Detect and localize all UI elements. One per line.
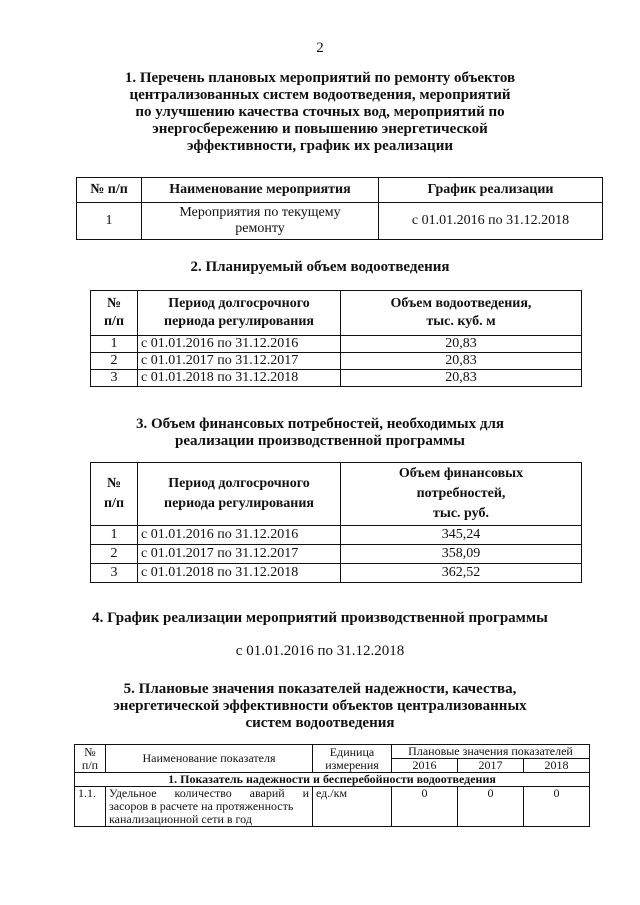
- row-num: 1: [77, 203, 142, 240]
- col-num-header: № п/п: [77, 178, 142, 203]
- table-row: 1.1. Удельное количество аварий и засоров в расчете на протяженность канализационной сети в год ед./км 0 0 0: [75, 787, 590, 827]
- activities-table: [76, 177, 603, 240]
- indicator-name: Удельное количество аварий и засоров в расчете на протяженность канализационной сети в год: [106, 787, 313, 827]
- section4-period: с 01.01.2016 по 31.12.2018: [235, 643, 405, 659]
- col-num-header: № п/п: [91, 291, 138, 336]
- col-finance-header: Объем финансовых потребностей, тыс. руб.: [341, 463, 582, 526]
- section4-title: 4. График реализации мероприятий производственной программы: [92, 610, 548, 626]
- section1-title: 1. Перечень плановых мероприятий по ремонту объектов централизованных систем водоотведения, мероприятий по улучшению качества сточных вод, мероприятий по энергосбережению и повышению энергетической эффективности, график их реализации: [124, 70, 516, 154]
- subsection-title: 1. Показатель надежности и бесперебойности водоотведения: [75, 773, 590, 787]
- col-year-2017: 2017: [458, 759, 524, 773]
- indicator-unit: ед./км: [313, 787, 392, 827]
- col-planned-header: Плановые значения показателей: [392, 745, 590, 759]
- table-row: 3 с 01.01.2018 по 31.12.2018 20,83: [91, 370, 582, 387]
- table-row: [77, 203, 603, 240]
- wastewater-volume-table: [90, 290, 582, 387]
- table-row: 1 с 01.01.2016 по 31.12.2016 345,24: [91, 526, 582, 545]
- table-row: 1 с 01.01.2016 по 31.12.2016 20,83: [91, 336, 582, 353]
- col-name-header: Наименование мероприятия: [142, 178, 379, 203]
- activity-schedule: с 01.01.2016 по 31.12.2018: [379, 203, 603, 240]
- table-row: 3 с 01.01.2018 по 31.12.2018 362,52: [91, 564, 582, 583]
- col-unit-header: Единица измерения: [313, 745, 392, 773]
- col-num-header: № п/п: [75, 745, 106, 773]
- page-number: 2: [316, 40, 324, 56]
- col-period-header: Период долгосрочного периода регулирования: [138, 463, 341, 526]
- col-schedule-header: График реализации: [379, 178, 603, 203]
- row-num: 1.1.: [75, 787, 106, 827]
- section2-title: 2. Планируемый объем водоотведения: [190, 259, 450, 275]
- table-row: 2 с 01.01.2017 по 31.12.2017 20,83: [91, 353, 582, 370]
- col-year-2018: 2018: [524, 759, 590, 773]
- table-header-row: [91, 291, 582, 336]
- table-row: 2 с 01.01.2017 по 31.12.2017 358,09: [91, 545, 582, 564]
- table-header-row: [77, 178, 603, 203]
- indicators-table: [74, 744, 590, 827]
- activity-name: Мероприятия по текущему ремонту: [142, 203, 379, 240]
- section3-title: 3. Объем финансовых потребностей, необходимых для реализации производственной программы: [135, 416, 505, 449]
- col-name-header: Наименование показателя: [106, 745, 313, 773]
- col-num-header: № п/п: [91, 463, 138, 526]
- financial-needs-table: [90, 462, 582, 583]
- subsection-row: [75, 773, 590, 787]
- col-volume-header: Объем водоотведения, тыс. куб. м: [341, 291, 582, 336]
- col-year-2016: 2016: [392, 759, 458, 773]
- col-period-header: Период долгосрочного периода регулирования: [138, 291, 341, 336]
- table-header-row: [91, 463, 582, 526]
- table-header-row: [75, 745, 590, 759]
- section5-title: 5. Плановые значения показателей надежности, качества, энергетической эффективности объектов централизованных систем водоотведения: [113, 681, 527, 731]
